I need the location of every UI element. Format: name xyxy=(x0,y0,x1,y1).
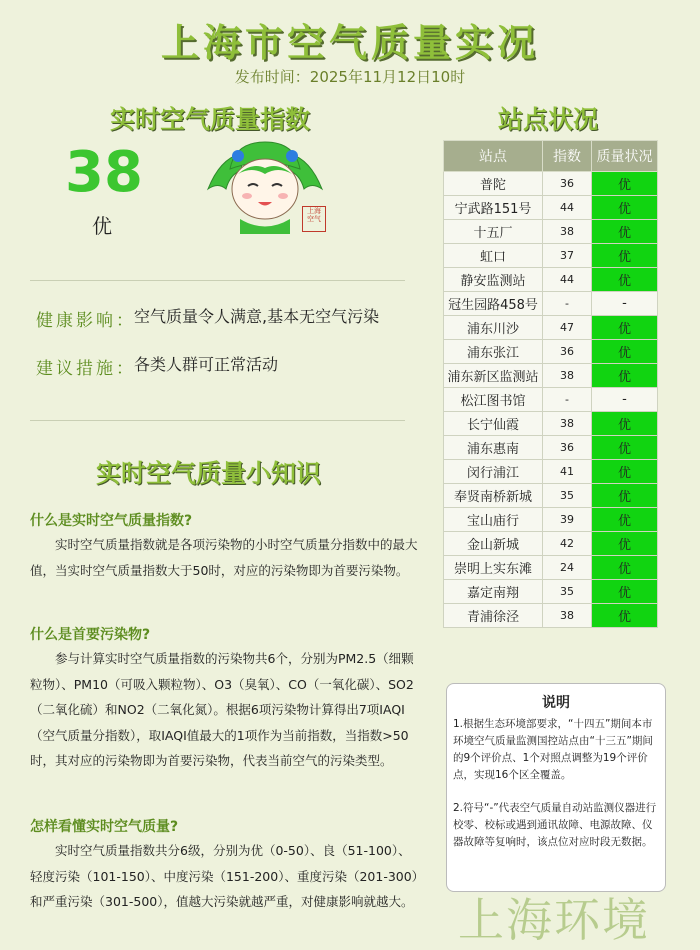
station-status: 优 xyxy=(592,484,658,508)
table-row xyxy=(444,412,658,436)
page-title: 上海市空气质量实况 xyxy=(160,21,539,65)
table-row xyxy=(444,220,658,244)
station-name: 浦东惠南 xyxy=(444,436,543,460)
health-impact-text: 空气质量令人满意,基本无空气污染 xyxy=(134,307,380,326)
table-row xyxy=(444,532,658,556)
table-row xyxy=(444,316,658,340)
station-status: 优 xyxy=(592,604,658,628)
table-header-row xyxy=(444,141,658,172)
station-name: 浦东张江 xyxy=(444,340,543,364)
table-row xyxy=(444,508,658,532)
station-status: 优 xyxy=(592,268,658,292)
answer-1: 实时空气质量指数就是各项污染物的小时空气质量分指数中的最大值，当实时空气质量指数大于50时，对应的污染物即为首要污染物。 xyxy=(30,537,418,578)
station-status: 优 xyxy=(592,532,658,556)
station-name: 崇明上实东滩 xyxy=(444,556,543,580)
station-name: 普陀 xyxy=(444,172,543,196)
table-row xyxy=(444,388,658,412)
table-row xyxy=(444,556,658,580)
seal-stamp: 上海 空气 xyxy=(302,206,326,232)
station-index: 36 xyxy=(543,340,592,364)
station-name: 金山新城 xyxy=(444,532,543,556)
table-row xyxy=(444,460,658,484)
station-status: 优 xyxy=(592,316,658,340)
station-status: 优 xyxy=(592,580,658,604)
station-name: 嘉定南翔 xyxy=(444,580,543,604)
station-status: - xyxy=(592,388,658,412)
advice-text: 各类人群可正常活动 xyxy=(134,355,279,374)
note-2: 2.符号“-”代表空气质量自动站监测仪器进行校零、校标或遇到通讯故障、电源故障、仪器故障等复响时，该点位对应时段无数据。 xyxy=(453,802,657,848)
station-table xyxy=(443,140,658,628)
station-table-body xyxy=(444,172,658,628)
station-index: 44 xyxy=(543,196,592,220)
knowledge-section-title: 实时空气质量小知识 xyxy=(96,459,322,488)
station-index: 36 xyxy=(543,436,592,460)
table-row xyxy=(444,484,658,508)
health-impact-label: 健康影响： xyxy=(36,311,136,331)
station-name: 松江图书馆 xyxy=(444,388,543,412)
station-index: 37 xyxy=(543,244,592,268)
header-index: 指数 xyxy=(543,141,592,172)
table-row xyxy=(444,580,658,604)
station-index: 42 xyxy=(543,532,592,556)
aqi-value: 38 xyxy=(65,140,143,205)
station-name: 浦东新区监测站 xyxy=(444,364,543,388)
station-status: 优 xyxy=(592,412,658,436)
station-index: 38 xyxy=(543,604,592,628)
note-1: 1.根据生态环境部要求，“十四五”期间本市环境空气质量监测国控站点由“十三五”期间的9个评价点、1个对照点调整为19个评价点，实现16个区全覆盖。 xyxy=(453,718,653,781)
station-index: 39 xyxy=(543,508,592,532)
station-status: - xyxy=(592,292,658,316)
station-index: 41 xyxy=(543,460,592,484)
station-index: 35 xyxy=(543,580,592,604)
notes-box xyxy=(446,683,666,892)
answer-2: 参与计算实时空气质量指数的污染物共6个，分别为PM2.5（细颗粒物）、PM10（可吸入颗粒物）、O3（臭氧）、CO（一氧化碳）、SO2（二氧化硫）和NO2（二氧化氮）。根据6项污染物计算得出7项IAQI（空气质量分指数），取IAQI值最大的1项作为当前指数，当指数>50时，其对应的污染物即为首要污染物，代表当前空气的污染类型。 xyxy=(30,651,414,768)
divider xyxy=(30,420,405,421)
station-index: 24 xyxy=(543,556,592,580)
stations-section-title: 站点状况 xyxy=(498,105,599,134)
table-row xyxy=(444,292,658,316)
station-name: 冠生园路458号 xyxy=(444,292,543,316)
station-index: - xyxy=(543,292,592,316)
station-status: 优 xyxy=(592,340,658,364)
station-index: 38 xyxy=(543,412,592,436)
answer-3: 实时空气质量指数共分6级，分别为优（0-50）、良（51-100）、轻度污染（101-150）、中度污染（151-200）、重度污染（201-300）和严重污染（301-500），值越大污染就越严重，对健康影响就越大。 xyxy=(30,843,418,909)
station-status: 优 xyxy=(592,172,658,196)
station-name: 十五厂 xyxy=(444,220,543,244)
station-index: 36 xyxy=(543,172,592,196)
table-row xyxy=(444,268,658,292)
station-status: 优 xyxy=(592,556,658,580)
station-status: 优 xyxy=(592,508,658,532)
station-name: 闵行浦江 xyxy=(444,460,543,484)
station-name: 长宁仙霞 xyxy=(444,412,543,436)
table-row xyxy=(444,604,658,628)
question-2: 什么是首要污染物? xyxy=(30,627,151,643)
question-1: 什么是实时空气质量指数? xyxy=(30,513,193,529)
station-name: 青浦徐泾 xyxy=(444,604,543,628)
station-name: 宝山庙行 xyxy=(444,508,543,532)
table-row xyxy=(444,172,658,196)
station-index: - xyxy=(543,388,592,412)
station-status: 优 xyxy=(592,364,658,388)
table-row xyxy=(444,364,658,388)
station-name: 静安监测站 xyxy=(444,268,543,292)
station-status: 优 xyxy=(592,196,658,220)
table-row xyxy=(444,340,658,364)
station-index: 38 xyxy=(543,220,592,244)
table-row xyxy=(444,244,658,268)
station-name: 虹口 xyxy=(444,244,543,268)
notes-title: 说明 xyxy=(542,695,570,711)
advice-label: 建议措施： xyxy=(36,359,136,379)
station-status: 优 xyxy=(592,220,658,244)
header-station: 站点 xyxy=(444,141,543,172)
station-name: 奉贤南桥新城 xyxy=(444,484,543,508)
watermark-logo: 上海环境 xyxy=(458,893,650,947)
header-status: 质量状况 xyxy=(592,141,658,172)
station-status: 优 xyxy=(592,436,658,460)
question-3: 怎样看懂实时空气质量? xyxy=(30,819,179,835)
aqi-level: 优 xyxy=(92,214,112,238)
station-name: 浦东川沙 xyxy=(444,316,543,340)
station-name: 宁武路151号 xyxy=(444,196,543,220)
table-row xyxy=(444,436,658,460)
station-status: 优 xyxy=(592,244,658,268)
station-index: 47 xyxy=(543,316,592,340)
aqi-section-title: 实时空气质量指数 xyxy=(110,105,311,134)
station-status: 优 xyxy=(592,460,658,484)
table-row xyxy=(444,196,658,220)
station-index: 44 xyxy=(543,268,592,292)
publish-time: 发布时间：2025年11月12日10时 xyxy=(234,68,466,86)
divider xyxy=(30,280,405,281)
station-index: 38 xyxy=(543,364,592,388)
station-index: 35 xyxy=(543,484,592,508)
